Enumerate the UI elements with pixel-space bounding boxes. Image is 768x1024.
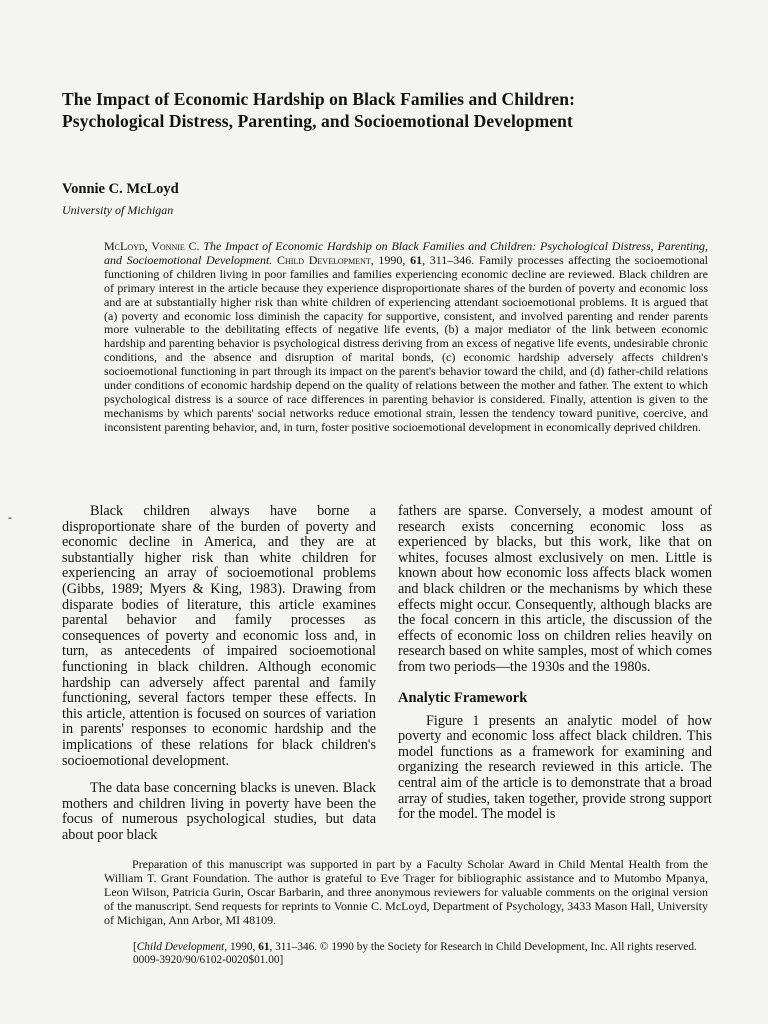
abstract-body: , 311–346. Family processes affecting the socioemotional functioning of children living in poor families and families experiencing economic decline are reviewed. Black children are of primary interest in the article because they experience disproportionate shares of the burden of poverty and economic loss and are at substantially higher risk than white children of experiencing attendant socioemotional problems. It is argued that (a) poverty and economic loss diminish the capacity for supportive, consistent, and involved parenting and render parents more vulnerable to the debilitating effects of negative life events, (b) a major mediator of the link between economic hardship and parenting behavior is psychological distress deriving from an excess of negative life events, undesirable chronic conditions, and the absence and disruption of marital bonds, (c) economic hardship adversely affects children's socioemotional functioning in part through its impact on the parent's behavior toward the child, and (d) father-child relations under conditions of economic hardship depend on the quality of relations between the mother and father. The extent to which psychological distress is a source of race differences in parenting behavior is considered. Finally, attention is given to the mechanisms by which parents' social networks reduce emotional strain, lessen the tendency toward punitive, coercive, and inconsistent parenting behavior, and, in turn, foster positive socioemotional development in economically deprived children. xyxy=(104,252,709,434)
section-heading: Analytic Framework xyxy=(398,689,528,706)
body-paragraph: fathers are sparse. Conversely, a modest amount of research exists concerning economic loss as experienced by blacks, but this work, like that on whites, focuses almost exclusively on men. Little is known about how economic loss affects black women and black children or the mechanisms by which these effects might occur. Consequently, although blacks are the focal concern in this article, the discussion of the effects of economic loss on children relies heavily on research based on white samples, most of which comes from two periods—the 1930s and the 1980s. xyxy=(398,503,712,675)
abstract-title: The Impact of Economic Hardship on Black Families and Children: Psychological Distress, Parenting, and Socioemotional Development. xyxy=(104,239,708,267)
body-column-right xyxy=(398,504,712,823)
body-paragraph: The data base concerning blacks is uneven. Black mothers and children living in poverty have been the focus of numerous psychological studies, but data about poor black xyxy=(62,780,376,843)
body-column-left xyxy=(62,504,376,843)
citation-rest: , 311–346. © 1990 by the Society for Research in Child Development, Inc. All rights reserved. 0009-3920/90/6102-0020$01.00] xyxy=(133,941,697,966)
author-affiliation: University of Michigan xyxy=(62,203,174,217)
abstract-volume: 61 xyxy=(410,252,423,267)
margin-mark: - xyxy=(8,510,12,524)
footnote-text: Preparation of this manuscript was supported in part by a Faculty Scholar Award in Child Mental Health from the William T. Grant Foundation. The author is grateful to Eve Trager for bibliographic assistance and to Mutombo Mpanya, Leon Wilson, Patricia Gurin, Oscar Barbarin, and three anonymous reviewers for valuable comments on the original version of the manuscript. Send requests for reprints to Vonnie C. McLoyd, Department of Psychology, 3433 Mason Hall, University of Michigan, Ann Arbor, MI 48109. xyxy=(104,857,708,927)
body-paragraph: Black children always have borne a disproportionate share of the burden of poverty and economic decline in America, and they are at substantially higher risk than white children for experiencing an array of socioemotional problems (Gibbs, 1989; Myers & King, 1983). Drawing from disparate bodies of literature, this article examines parental behavior and family processes as consequences of poverty and economic loss and, in turn, as antecedents of impaired socioemotional functioning in black children. Although economic hardship can adversely affect parental and family functioning, several factors temper these effects. In this article, attention is focused on sources of variation in parents' responses to economic hardship and the implications of these relations for black children's socioemotional development. xyxy=(62,503,376,769)
abstract-author: McLoyd, Vonnie C. xyxy=(104,239,200,253)
body-paragraph: Figure 1 presents an analytic model of how poverty and economic loss affect black children. This model functions as a framework for examining and organizing the research reviewed in this article. The central aim of the article is to demonstrate that a broad array of studies, taken together, provide strong support for the model. The model is xyxy=(398,712,712,823)
abstract xyxy=(104,240,708,435)
citation-line xyxy=(133,941,708,967)
citation-open: [ xyxy=(133,941,137,953)
citation-journal: Child Development, xyxy=(136,941,228,953)
author-name: Vonnie C. McLoyd xyxy=(62,181,179,197)
abstract-year: , 1990, xyxy=(370,252,411,267)
citation-volume: 61 xyxy=(258,941,270,953)
article-title: The Impact of Economic Hardship on Black Families and Children: Psychological Distress, Parenting, and Socioemotional Development xyxy=(62,89,576,131)
citation-year: 1990, xyxy=(227,941,259,953)
abstract-journal: Child Development xyxy=(276,252,371,267)
footnote xyxy=(104,857,708,927)
